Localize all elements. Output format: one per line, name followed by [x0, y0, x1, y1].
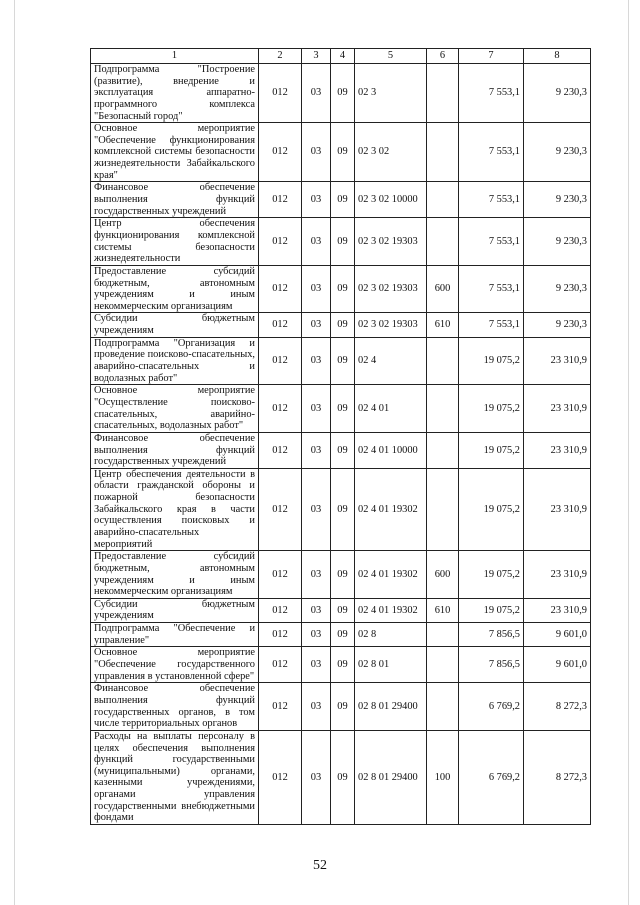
code-target-article: 02 3 02 19303 [355, 265, 427, 313]
amount-col7: 6 769,2 [459, 683, 524, 731]
amount-col7: 19 075,2 [459, 337, 524, 385]
table-row [91, 683, 591, 731]
code-target-article: 02 8 [355, 623, 427, 647]
code-subsection: 09 [331, 623, 355, 647]
code-section: 03 [302, 598, 331, 622]
row-description: Финансовое обеспечение выполнения функций государственных учреждений [91, 182, 259, 218]
code-subsection: 09 [331, 432, 355, 468]
code-expense-type: 600 [427, 265, 459, 313]
amount-col8: 23 310,9 [524, 598, 591, 622]
code-ministry: 012 [259, 385, 302, 433]
code-target-article: 02 8 01 [355, 647, 427, 683]
code-section: 03 [302, 265, 331, 313]
amount-col7: 7 856,5 [459, 623, 524, 647]
code-section: 03 [302, 313, 331, 337]
amount-col7: 6 769,2 [459, 730, 524, 824]
row-description: Финансовое обеспечение выполнения функций государственных органов, в том числе территориальных органов [91, 683, 259, 731]
amount-col8: 9 230,3 [524, 123, 591, 182]
code-expense-type [427, 64, 459, 123]
table-row [91, 432, 591, 468]
row-description: Расходы на выплаты персоналу в целях обеспечения выполнения функций государственными (муниципальными) органами, казенными учреждениями, органами управления государственными внебюджетными фондами [91, 730, 259, 824]
code-subsection: 09 [331, 64, 355, 123]
code-section: 03 [302, 432, 331, 468]
table-row [91, 64, 591, 123]
code-section: 03 [302, 551, 331, 599]
amount-col8: 9 601,0 [524, 623, 591, 647]
code-expense-type [427, 123, 459, 182]
code-ministry: 012 [259, 337, 302, 385]
budget-table [90, 48, 591, 825]
code-ministry: 012 [259, 218, 302, 266]
table-row [91, 182, 591, 218]
page-number: 52 [313, 858, 327, 873]
code-ministry: 012 [259, 64, 302, 123]
amount-col8: 9 230,3 [524, 313, 591, 337]
amount-col8: 9 230,3 [524, 218, 591, 266]
row-description: Субсидии бюджетным учреждениям [91, 598, 259, 622]
table-row [91, 730, 591, 824]
code-subsection: 09 [331, 123, 355, 182]
code-target-article: 02 3 [355, 64, 427, 123]
code-section: 03 [302, 730, 331, 824]
amount-col7: 19 075,2 [459, 598, 524, 622]
row-description: Центр обеспечения функционирования комплексной системы безопасности жизнедеятельности [91, 218, 259, 266]
table-row [91, 623, 591, 647]
code-expense-type [427, 385, 459, 433]
code-target-article: 02 3 02 19303 [355, 313, 427, 337]
code-section: 03 [302, 647, 331, 683]
code-target-article: 02 4 01 19302 [355, 551, 427, 599]
amount-col7: 7 856,5 [459, 647, 524, 683]
code-expense-type [427, 337, 459, 385]
column-header-4: 4 [331, 49, 355, 64]
code-subsection: 09 [331, 468, 355, 550]
column-header-5: 5 [355, 49, 427, 64]
code-expense-type: 610 [427, 313, 459, 337]
code-section: 03 [302, 64, 331, 123]
code-section: 03 [302, 218, 331, 266]
code-ministry: 012 [259, 313, 302, 337]
code-expense-type [427, 647, 459, 683]
code-section: 03 [302, 182, 331, 218]
code-ministry: 012 [259, 432, 302, 468]
code-subsection: 09 [331, 730, 355, 824]
code-target-article: 02 4 01 19302 [355, 598, 427, 622]
scan-edge-left [14, 0, 15, 905]
code-target-article: 02 3 02 [355, 123, 427, 182]
header-row [91, 49, 591, 64]
table-header [91, 49, 591, 64]
scan-edge-right [628, 0, 629, 905]
code-ministry: 012 [259, 683, 302, 731]
amount-col8: 23 310,9 [524, 551, 591, 599]
code-ministry: 012 [259, 265, 302, 313]
code-target-article: 02 4 [355, 337, 427, 385]
code-expense-type [427, 623, 459, 647]
amount-col7: 7 553,1 [459, 182, 524, 218]
code-expense-type [427, 432, 459, 468]
table-row [91, 218, 591, 266]
amount-col7: 19 075,2 [459, 468, 524, 550]
amount-col7: 7 553,1 [459, 64, 524, 123]
code-section: 03 [302, 623, 331, 647]
code-section: 03 [302, 385, 331, 433]
column-header-2: 2 [259, 49, 302, 64]
table-row [91, 598, 591, 622]
code-ministry: 012 [259, 647, 302, 683]
row-description: Предоставление субсидий бюджетным, автономным учреждениям и иным некоммерческим организациям [91, 265, 259, 313]
table-row [91, 647, 591, 683]
code-expense-type [427, 468, 459, 550]
row-description: Подпрограмма "Организация и проведение поисково-спасательных, аварийно-спасательных и водолазных работ" [91, 337, 259, 385]
code-subsection: 09 [331, 337, 355, 385]
table-body [91, 64, 591, 825]
code-target-article: 02 8 01 29400 [355, 683, 427, 731]
amount-col7: 7 553,1 [459, 123, 524, 182]
table-row [91, 468, 591, 550]
amount-col8: 9 230,3 [524, 182, 591, 218]
code-ministry: 012 [259, 551, 302, 599]
code-ministry: 012 [259, 623, 302, 647]
code-expense-type: 610 [427, 598, 459, 622]
code-subsection: 09 [331, 598, 355, 622]
code-expense-type [427, 683, 459, 731]
code-section: 03 [302, 683, 331, 731]
amount-col8: 23 310,9 [524, 468, 591, 550]
column-header-3: 3 [302, 49, 331, 64]
column-header-8: 8 [524, 49, 591, 64]
column-header-6: 6 [427, 49, 459, 64]
code-subsection: 09 [331, 647, 355, 683]
table-row [91, 123, 591, 182]
code-subsection: 09 [331, 218, 355, 266]
code-section: 03 [302, 123, 331, 182]
row-description: Центр обеспечения деятельности в области гражданской обороны и пожарной безопасности Забайкальского края в части осуществления поисковых и аварийно-спасательных мероприятий [91, 468, 259, 550]
code-section: 03 [302, 468, 331, 550]
code-subsection: 09 [331, 182, 355, 218]
code-ministry: 012 [259, 730, 302, 824]
code-ministry: 012 [259, 598, 302, 622]
row-description: Основное мероприятие "Обеспечение функционирования комплексной системы безопасности жизнедеятельности Забайкальского края" [91, 123, 259, 182]
code-section: 03 [302, 337, 331, 385]
code-subsection: 09 [331, 683, 355, 731]
row-description: Финансовое обеспечение выполнения функций государственных учреждений [91, 432, 259, 468]
table-row [91, 551, 591, 599]
amount-col8: 23 310,9 [524, 385, 591, 433]
code-subsection: 09 [331, 551, 355, 599]
row-description: Предоставление субсидий бюджетным, автономным учреждениям и иным некоммерческим организациям [91, 551, 259, 599]
code-subsection: 09 [331, 313, 355, 337]
table-row [91, 337, 591, 385]
amount-col8: 23 310,9 [524, 432, 591, 468]
code-target-article: 02 4 01 19302 [355, 468, 427, 550]
code-expense-type [427, 182, 459, 218]
code-ministry: 012 [259, 123, 302, 182]
table-row [91, 385, 591, 433]
amount-col8: 8 272,3 [524, 683, 591, 731]
code-subsection: 09 [331, 385, 355, 433]
code-target-article: 02 4 01 [355, 385, 427, 433]
amount-col7: 19 075,2 [459, 432, 524, 468]
code-ministry: 012 [259, 182, 302, 218]
amount-col8: 9 230,3 [524, 265, 591, 313]
table-row [91, 313, 591, 337]
amount-col7: 19 075,2 [459, 385, 524, 433]
code-subsection: 09 [331, 265, 355, 313]
amount-col7: 7 553,1 [459, 313, 524, 337]
code-ministry: 012 [259, 468, 302, 550]
code-target-article: 02 3 02 19303 [355, 218, 427, 266]
row-description: Основное мероприятие "Обеспечение государственного управления в установленной сфере" [91, 647, 259, 683]
row-description: Подпрограмма "Обеспечение и управление" [91, 623, 259, 647]
amount-col8: 9 230,3 [524, 64, 591, 123]
code-target-article: 02 4 01 10000 [355, 432, 427, 468]
row-description: Субсидии бюджетным учреждениям [91, 313, 259, 337]
code-expense-type: 600 [427, 551, 459, 599]
row-description: Основное мероприятие "Осуществление поисково-спасательных, аварийно-спасательных, водолазных работ" [91, 385, 259, 433]
amount-col8: 9 601,0 [524, 647, 591, 683]
column-header-1: 1 [91, 49, 259, 64]
code-target-article: 02 8 01 29400 [355, 730, 427, 824]
amount-col7: 7 553,1 [459, 218, 524, 266]
code-target-article: 02 3 02 10000 [355, 182, 427, 218]
amount-col7: 7 553,1 [459, 265, 524, 313]
amount-col8: 8 272,3 [524, 730, 591, 824]
table-row [91, 265, 591, 313]
code-expense-type [427, 218, 459, 266]
column-header-7: 7 [459, 49, 524, 64]
amount-col8: 23 310,9 [524, 337, 591, 385]
amount-col7: 19 075,2 [459, 551, 524, 599]
code-expense-type: 100 [427, 730, 459, 824]
row-description: Подпрограмма "Построение (развитие), внедрение и эксплуатация аппаратно-программного комплекса "Безопасный город" [91, 64, 259, 123]
